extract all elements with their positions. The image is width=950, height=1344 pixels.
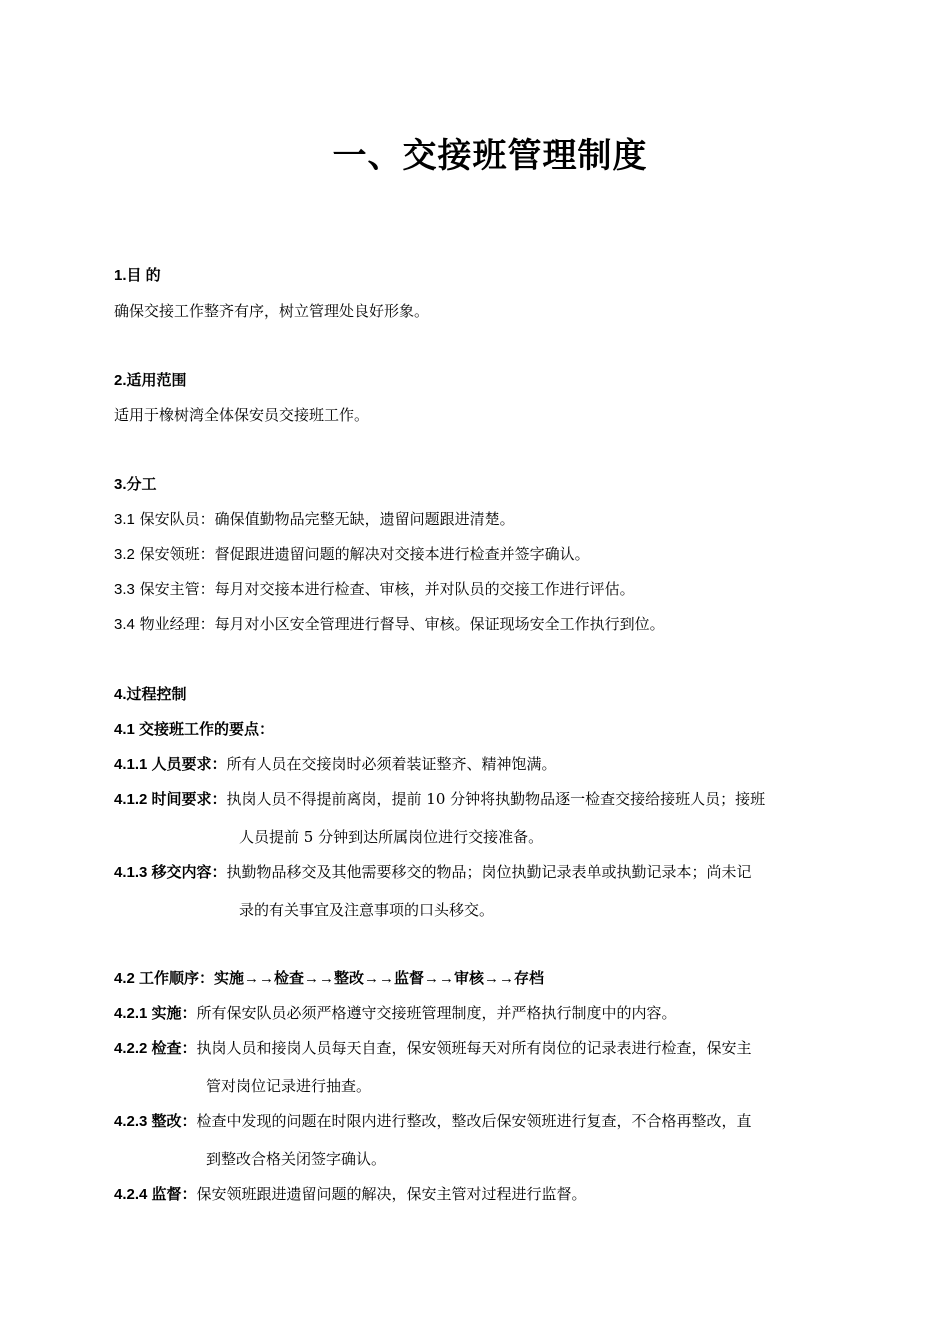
subsection-item [114,753,557,774]
section-2-text: 适用于橡树湾全体保安员交接班工作。 [114,406,370,424]
item-text: 所有人员在交接岗时必须着装证整齐、精神饱满。 [226,755,557,773]
item-label: 4.1.1 人员要求： [114,756,227,773]
item-text: 执岗人员不得提前离岗，提前 10 分钟将执勤物品逐一检查交接给接班人员；接班 [226,790,766,808]
item-label: 4.2.4 监督： [114,1186,197,1203]
section-1-heading: 1.目 的 [114,267,161,284]
subsection-item [114,1037,752,1058]
item-text: 执岗人员和接岗人员每天自查，保安领班每天对所有岗位的记录表进行检查，保安主 [196,1039,752,1057]
section-3-item [114,508,515,529]
item-text: 保安主管：每月对交接本进行检查、审核，并对队员的交接工作进行评估。 [139,580,635,598]
item-text-continuation: 录的有关事宜及注意事项的口头移交。 [239,901,495,919]
item-number: 3.1 [114,511,135,528]
item-text: 保安领班跟进遗留问题的解决，保安主管对过程进行监督。 [196,1185,587,1203]
item-text: 保安队员：确保值勤物品完整无缺，遗留问题跟进清楚。 [139,510,515,528]
subsection-item [114,861,752,882]
section-1-text: 确保交接工作整齐有序，树立管理处良好形象。 [114,302,430,320]
subsection-item [114,1183,587,1204]
item-text-continuation: 到整改合格关闭签字确认。 [206,1150,387,1168]
page-title: 一、交接班管理制度 [332,136,648,176]
item-text: 所有保安队员必须严格遵守交接班管理制度，并严格执行制度中的内容。 [196,1004,677,1022]
item-number: 3.3 [114,581,135,598]
subsection-item [114,1002,677,1023]
item-text-continuation: 管对岗位记录进行抽查。 [206,1077,372,1095]
item-label: 4.2.2 检查： [114,1040,197,1057]
section-4-heading: 4.过程控制 [114,686,187,703]
item-number: 3.2 [114,546,135,563]
item-text: 保安领班：督促跟进遗留问题的解决对交接本进行检查并签字确认。 [139,545,590,563]
item-label: 4.1.3 移交内容： [114,864,227,881]
section-3-item [114,613,665,634]
item-text: 物业经理：每月对小区安全管理进行督导、审核。保证现场安全工作执行到位。 [139,615,665,633]
section-3-item [114,543,590,564]
item-text: 检查中发现的问题在时限内进行整改，整改后保安领班进行复查，不合格再整改，直 [196,1112,752,1130]
subsection-4-1-heading: 4.1 交接班工作的要点： [114,721,275,738]
section-3-item [114,578,635,599]
subsection-item [114,1110,752,1131]
subsection-item [114,788,765,809]
item-label: 4.1.2 时间要求： [114,791,227,808]
subsection-4-2-heading: 4.2 工作顺序：实施→→检查→→整改→→监督→→审核→→存档 [114,970,545,987]
section-3-heading: 3.分工 [114,476,157,493]
item-label: 4.2.1 实施： [114,1005,197,1022]
item-text-continuation: 人员提前 5 分钟到达所属岗位进行交接准备。 [239,828,544,846]
item-label: 4.2.3 整改： [114,1113,197,1130]
section-2-heading: 2.适用范围 [114,372,187,389]
item-text: 执勤物品移交及其他需要移交的物品；岗位执勤记录表单或执勤记录本；尚未记 [226,863,752,881]
item-number: 3.4 [114,616,135,633]
